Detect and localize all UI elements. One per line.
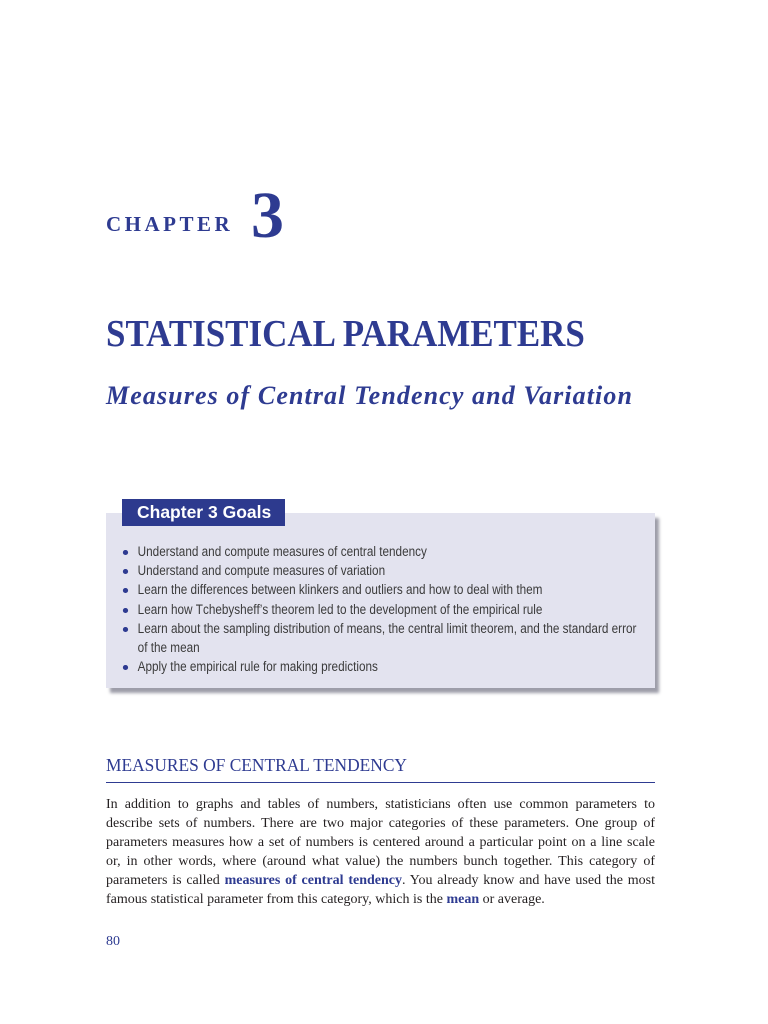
section-divider xyxy=(106,782,655,783)
paragraph-line: In addition to graphs and tables of numbers, statisticians often use common parameters to xyxy=(106,797,655,812)
paragraph-line xyxy=(106,871,655,890)
key-term: measures of central tendency xyxy=(224,873,402,889)
paragraph-line: or, in other words, where (around what value) the numbers bunch together. This category of xyxy=(106,854,655,870)
bullet-icon xyxy=(123,627,128,632)
chapter-number: 3 xyxy=(251,179,284,252)
goals-list xyxy=(122,542,642,676)
bullet-icon xyxy=(123,608,128,613)
chapter-label: CHAPTER xyxy=(106,212,234,236)
goal-item xyxy=(122,600,642,619)
goal-item xyxy=(122,580,642,599)
goals-heading: Chapter 3 Goals xyxy=(122,499,285,526)
goal-text: Apply the empirical rule for making predictions xyxy=(137,659,378,675)
paragraph-line: describe sets of numbers. There are two major categories of these parameters. One group of xyxy=(106,816,655,832)
line-text: parameters is called xyxy=(106,873,225,889)
key-term: mean xyxy=(446,892,480,908)
chapter-subtitle: Measures of Central Tendency and Variation xyxy=(106,381,634,410)
bullet-icon xyxy=(123,588,128,593)
line-text: famous statistical parameter from this category, which is the xyxy=(106,892,447,908)
bullet-icon xyxy=(123,665,128,670)
goal-text: Learn how Tchebysheff’s theorem led to the development of the empirical rule xyxy=(137,601,543,617)
goal-text: Understand and compute measures of variation xyxy=(137,563,386,579)
paragraph-line: parameters measures how a set of numbers is centered around a particular point on a line scale xyxy=(106,835,655,851)
line-text: or average. xyxy=(479,892,545,908)
line-text: . You already know and have used the most xyxy=(402,873,655,889)
bullet-icon xyxy=(123,550,128,555)
goal-item xyxy=(122,619,642,657)
section-heading: MEASURES OF CENTRAL TENDENCY xyxy=(106,755,407,775)
paragraph-line xyxy=(106,890,655,909)
goal-item xyxy=(122,657,642,676)
bullet-icon xyxy=(123,569,128,574)
body-paragraph xyxy=(106,795,655,910)
chapter-title: STATISTICAL PARAMETERS xyxy=(106,313,585,355)
goal-text: Understand and compute measures of central tendency xyxy=(137,544,427,559)
goal-text: Learn the differences between klinkers and outliers and how to deal with them xyxy=(137,582,543,598)
goal-text: Learn about the sampling distribution of means, the central limit theorem, and the standard error of the mean xyxy=(137,620,637,656)
goal-item xyxy=(122,542,642,561)
page-number: 80 xyxy=(106,934,120,949)
goal-item xyxy=(122,561,642,580)
